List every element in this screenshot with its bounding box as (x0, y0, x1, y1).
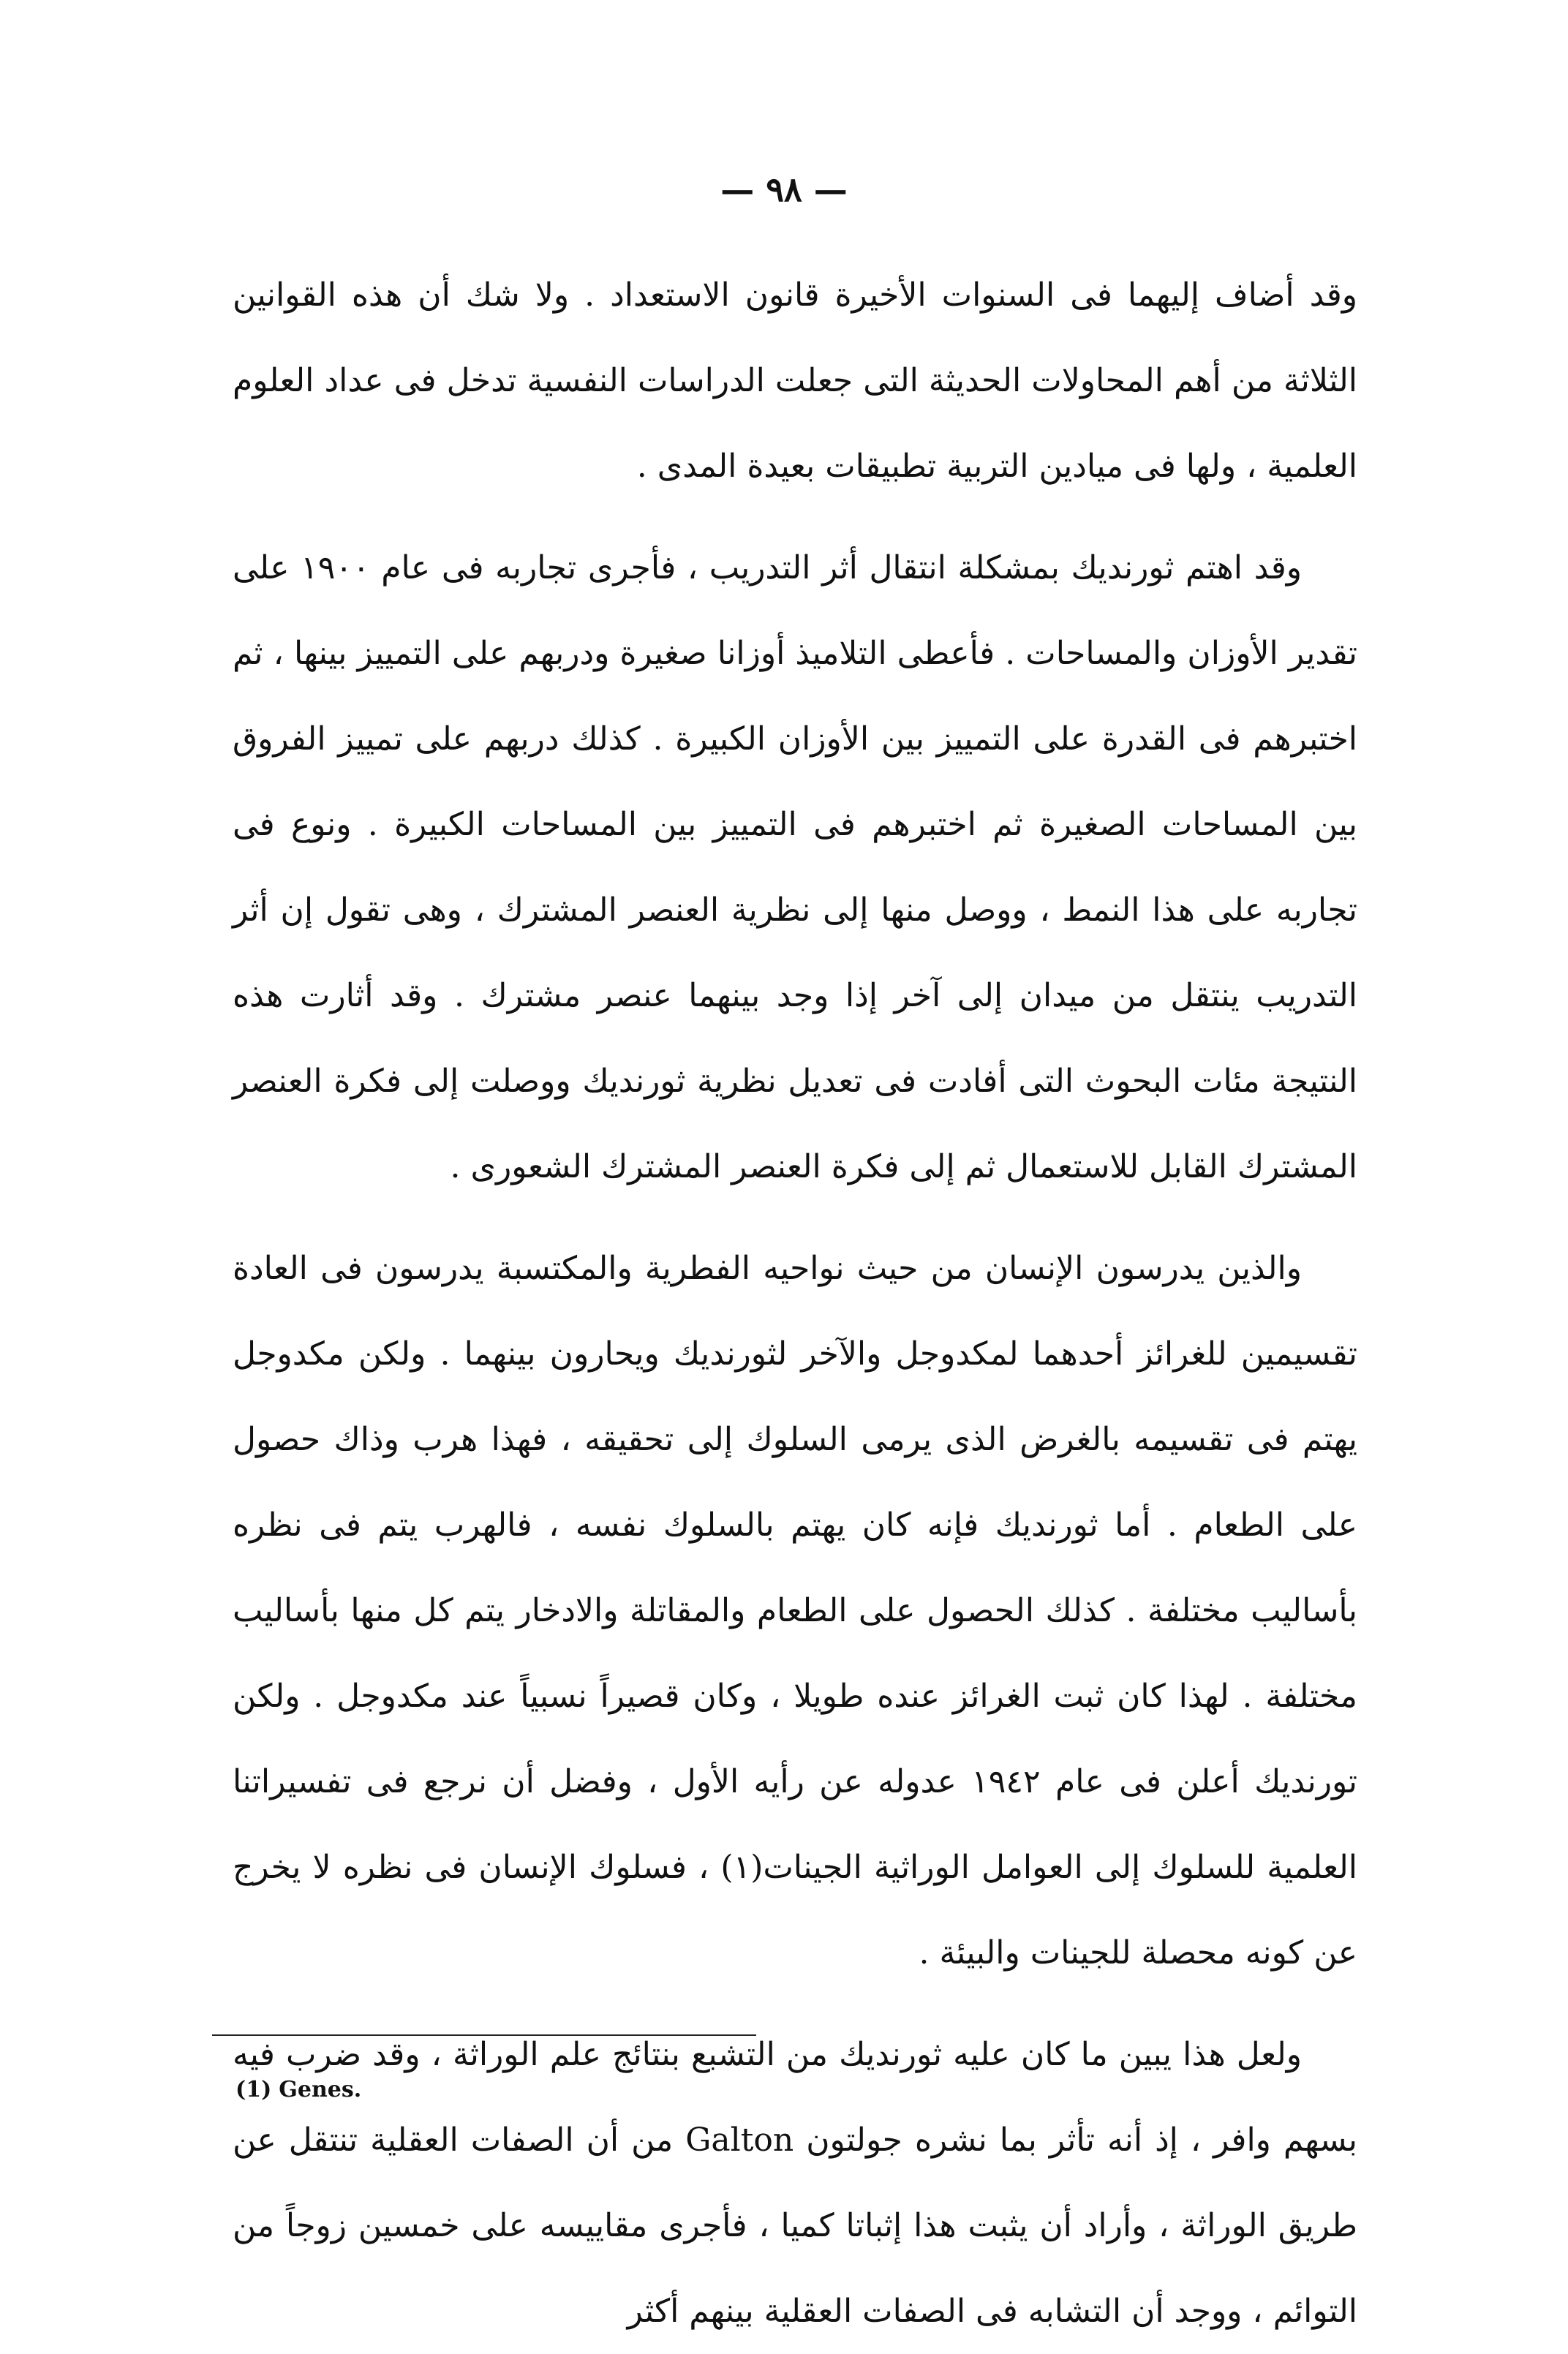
footnote-text: Genes. (279, 2077, 362, 2102)
footnote-marker: (1) (235, 2077, 272, 2102)
page-number: — ٩٨ — (720, 170, 848, 209)
paragraph-3: والذين يدرسون الإنسان من حيث نواحيه الفطرية والمكتسبة يدرسون فى العادة تقسيمين للغرائز أحدهما لمكدوجل والآخر لثورنديك ويحارون بينهما . ولكن مكدوجل يهتم فى تقسيمه بالغرض الذى يرمى السلوك إلى تحقيقه ، فهذا هرب وذاك حصول على الطعام . أما ثورنديك فإنه كان يهتم بالسلوك نفسه ، فالهرب يتم فى نظره بأساليب مختلفة . كذلك الحصول على الطعام والمقاتلة والادخار يتم كل منها بأساليب مختلفة . لهذا كان ثبت الغرائز عنده طويلا ، وكان قصيراً نسبياً عند مكدوجل . ولكن تورنديك أعلن فى عام ١٩٤٢ عدوله عن رأيه الأول ، وفضل أن نرجع فى تفسيراتنا العلمية للسلوك إلى العوامل الوراثية الجينات(١) ، فسلوك الإنسان فى نظره لا يخرج عن كونه محصلة للجينات والبيئة . (233, 1250, 1358, 1972)
footnote-divider (212, 2034, 756, 2036)
paragraph-4: ولعل هذا يبين ما كان عليه ثورنديك من التشبع بنتائج علم الوراثة ، وقد ضرب فيه بسهم وافر ، إذ أنه تأثر بما نشره جولتون Galton من أن الصفات العقلية تنتقل عن طريق الوراثة ، وأراد أن يثبت هذا إثباتا كميا ، فأجرى مقاييسه على خمسين زوجاً من التوائم ، ووجد أن التشابه فى الصفات العقلية بينهم أكثر (233, 2036, 1357, 2330)
body-text (233, 252, 1357, 2354)
paragraph-2: وقد اهتم ثورنديك بمشكلة انتقال أثر التدريب ، فأجرى تجاربه فى عام ١٩٠٠ على تقدير الأوزان والمساحات . فأعطى التلاميذ أوزانا صغيرة ودربهم على التمييز بينها ، ثم اختبرهم فى القدرة على التمييز بين الأوزان الكبيرة . كذلك دربهم على تمييز الفروق بين المساحات الصغيرة ثم اختبرهم فى التمييز بين المساحات الكبيرة . ونوع فى تجاربه على هذا النمط ، ووصل منها إلى نظرية العنصر المشترك ، وهى تقول إن أثر التدريب ينتقل من ميدان إلى آخر إذا وجد بينهما عنصر مشترك . وقد أثارت هذه النتيجة مئات البحوث التى أفادت فى تعديل نظرية ثورنديك ووصلت إلى فكرة العنصر المشترك القابل للاستعمال ثم إلى فكرة العنصر المشترك الشعورى . (233, 549, 1357, 1185)
paragraph-1: وقد أضاف إليهما فى السنوات الأخيرة قانون الاستعداد . ولا شك أن هذه القوانين الثلاثة من أهم المحاولات الحديثة التى جعلت الدراسات النفسية تدخل فى عداد العلوم العلمية ، ولها فى ميادين التربية تطبيقات بعيدة المدى . (233, 276, 1357, 485)
footnote (235, 2077, 894, 2102)
